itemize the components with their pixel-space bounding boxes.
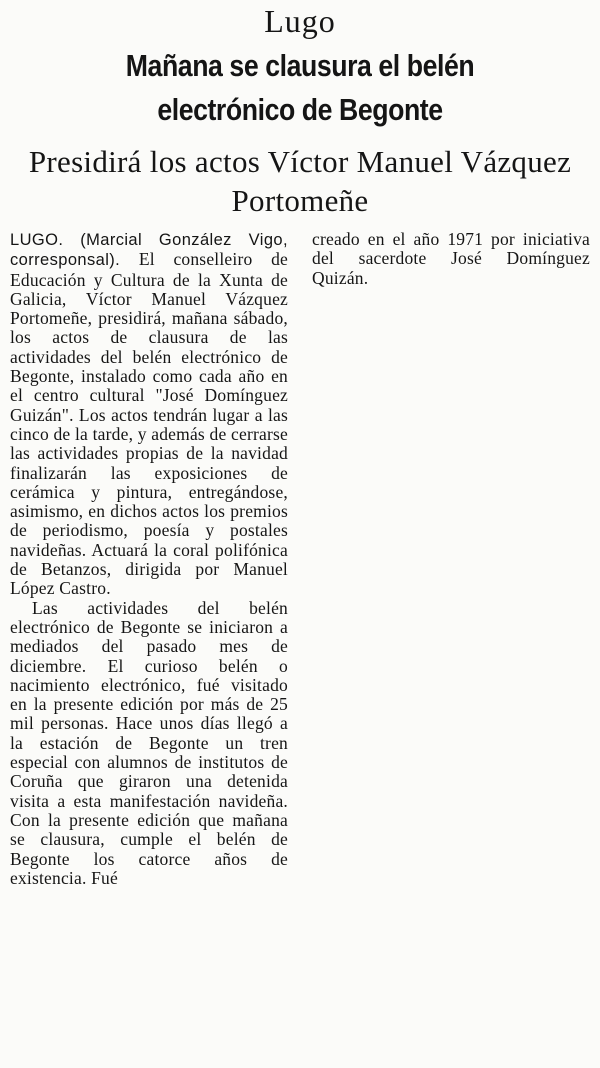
headline: Mañana se clausura el belén electrónico de Begonte [125, 48, 475, 127]
article-column-right [312, 230, 590, 288]
byline: LUGO. (Marcial González Vigo, corresponsal). [10, 231, 288, 270]
article-paragraph-2: Las actividades del belén electrónico de Begonte se iniciaron a mediados del pasado mes de diciembre. El curioso belén o nacimiento electrónico, fué visitado en la presente edición por más de 25 mil personas. Hace unos días llegó a la estación de Begonte un tren especial con alumnos de institutos de Coruña que giraron una detenida visita a esta manifestación navideña. Con la presente edición que mañana se clausura, cumple el belén de Begonte los catorce años de existencia. Fué [10, 597, 288, 888]
article-column-left [10, 230, 288, 888]
article-continuation: creado en el año 1971 por iniciativa del sacerdote José Domínguez Quizán. [312, 229, 590, 288]
subheadline: Presidirá los actos Víctor Manuel Vázquez Portomeñe [28, 144, 572, 218]
article-paragraph-1 [10, 230, 288, 599]
paragraph-text-1: El conselleiro de Educación y Cultura de la Xunta de Galicia, Víctor Manuel Vázquez Portomeñe, presidirá, mañana sábado, los actos de clausura de las actividades del belén electrónico de Begonte, instalado como cada año en el centro cultural "José Domínguez Guizán". Los actos tendrán lugar a las cinco de la tarde, y además de cerrarse las actividades propias de la navidad finalizarán las exposiciones de cerámica y pintura, entregándose, asimismo, en dichos actos los premios de periodismo, poesía y postales navideñas. Actuará la coral polifónica de Betanzos, dirigida por Manuel López Castro. [10, 249, 289, 599]
section-label: Lugo [264, 3, 336, 39]
